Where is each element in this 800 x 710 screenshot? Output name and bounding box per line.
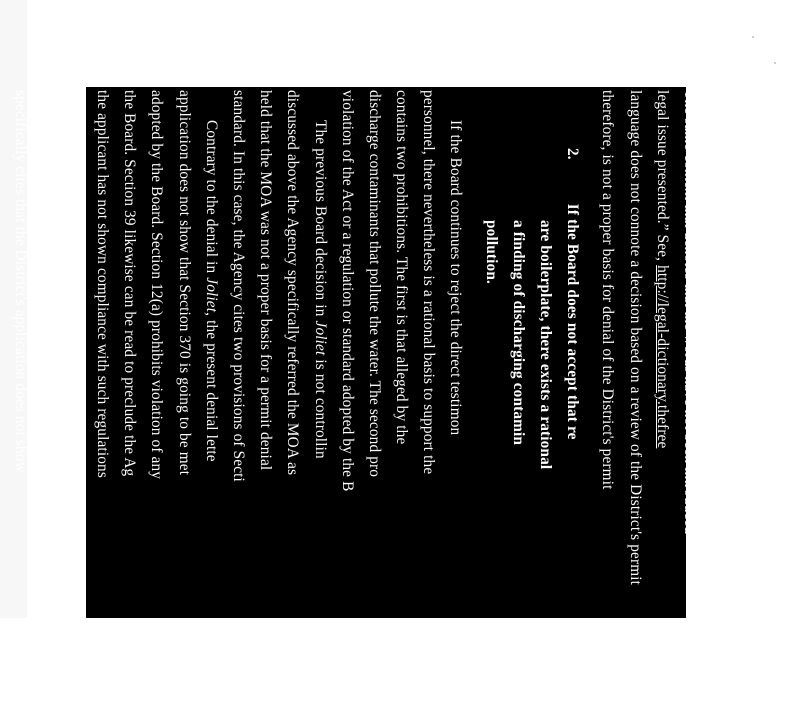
spacer [586,90,594,710]
section-heading-line: a finding of discharging contamin [509,220,527,446]
text-line [306,90,333,710]
text-line: application does not show that Section 370 is going to be met [175,90,193,476]
section-heading-line: pollution. [482,220,500,284]
text-fragment: legal issue presented.” See, [653,90,671,266]
rotated-text-body [12,90,703,710]
text-line: contains two prohibitions. The first is that alleged by the [393,90,411,445]
inverted-document-page [12,87,698,618]
text-line: specifically cites that the District's application does not show [12,90,30,473]
text-fragment: The previous Board decision in [311,120,329,321]
section-heading-line: are boilerplate, there exists a rational [537,220,555,470]
text-line: prohibition of violating the Act or the Water Pollution R [39,90,57,442]
text-line: violation of the Act or a regulation or standard adopted by the B [338,90,356,492]
heading-text: If the Board does not accept that re [564,203,582,440]
text-line: If the Board continues to reject the direct testimon [447,120,465,436]
text-line [649,90,676,710]
text-line: discharge contaminants that pollute the water. The second pro [365,90,383,478]
dictionary-link[interactable]: http://legal-dictionary.thefree [653,265,671,449]
text-line: The same context that denotes that the words have not been introduced [681,90,698,535]
spacer [470,90,478,710]
text-line: therefore, is not a proper basis for denial of the District's permit [599,90,617,490]
text-line: personnel, there nevertheless is a rational basis to support the [420,90,438,475]
case-name-italic: Joliet [311,320,329,356]
section-heading-line [559,90,586,710]
text-line: Adm. Code 309.241(a) states the basis for issuing required [66,90,84,459]
text-line: held that the MOA was not a proper basis for a permit denial [257,90,275,471]
case-name-italic: Joliet [202,277,220,313]
scan-speck [752,36,754,38]
text-fragment: , the present denial lette [202,312,220,462]
text-line: standard. In this case, the Agency cites two provisions of Secti [230,90,247,482]
text-line: language does not connote a decision based on a review of the District's permit [626,90,644,586]
text-line: discussed above the Agency specifically referred the MOA as [284,90,302,476]
section-number: 2. [564,148,582,160]
scan-speck [774,62,776,64]
text-line [198,90,225,710]
text-line: adopted by the Board. Section 12(a) prohibits violation of any [148,90,166,480]
text-fragment: Contrary to the denial in [202,120,220,278]
text-line: the applicant has not shown compliance with such regulations [94,90,112,478]
text-line: the Board. Section 39 likewise can be read to preclude the Ag [121,90,139,477]
text-fragment: is not controllin [311,355,329,459]
